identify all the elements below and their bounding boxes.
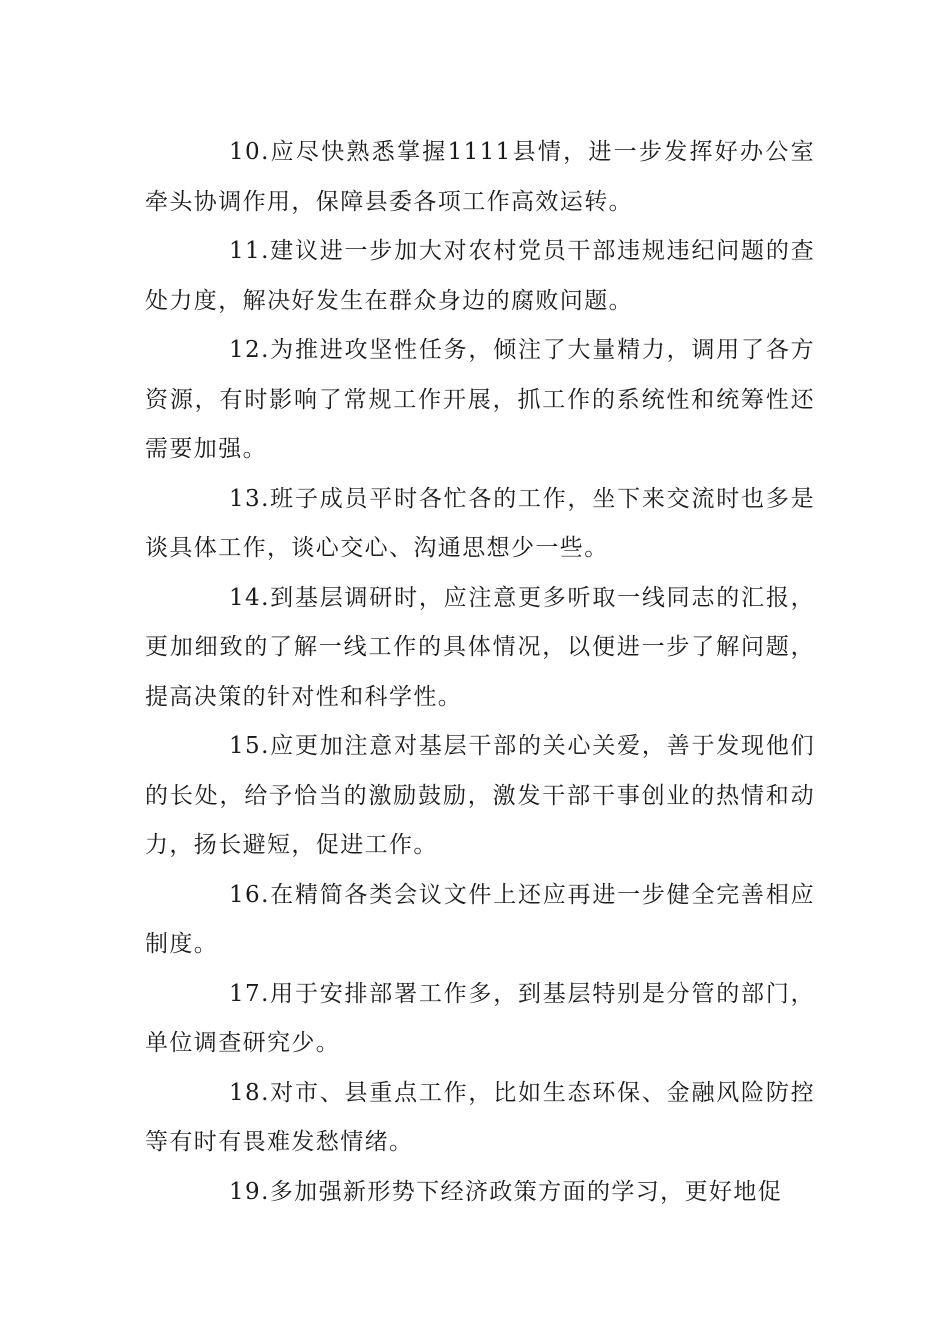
paragraph-16: 16.在精简各类会议文件上还应再进一步健全完善相应制度。	[145, 881, 815, 957]
paragraph-13: 13.班子成员平时各忙各的工作，坐下来交流时也多是谈具体工作，谈心交心、沟通思想少一些。	[145, 485, 815, 561]
paragraph-19: 19.多加强新形势下经济政策方面的学习，更好地促	[229, 1178, 783, 1205]
paragraph-11: 11.建议进一步加大对农村党员干部违规违纪问题的查处力度，解决好发生在群众身边的腐败问题。	[145, 238, 815, 314]
document-body	[145, 128, 815, 1217]
paragraph-15: 15.应更加注意对基层干部的关心关爱，善于发现他们的长处，给予恰当的激励鼓励，激发干部干事创业的热情和动力，扬长避短，促进工作。	[145, 733, 815, 858]
paragraph-17: 17.用于安排部署工作多，到基层特别是分管的部门，单位调查研究少。	[145, 980, 815, 1056]
paragraph-14: 14.到基层调研时，应注意更多听取一线同志的汇报，更加细致的了解一线工作的具体情况，以便进一步了解问题，提高决策的针对性和科学性。	[145, 584, 815, 710]
paragraph-10: 10.应尽快熟悉掌握1111县情，进一步发挥好办公室牵头协调作用，保障县委各项工作高效运转。	[145, 139, 815, 215]
paragraph-18: 18.对市、县重点工作，比如生态环保、金融风险防控等有时有畏难发愁情绪。	[145, 1079, 815, 1155]
paragraph-12: 12.为推进攻坚性任务，倾注了大量精力，调用了各方资源，有时影响了常规工作开展，抓工作的系统性和统筹性还需要加强。	[145, 337, 815, 462]
